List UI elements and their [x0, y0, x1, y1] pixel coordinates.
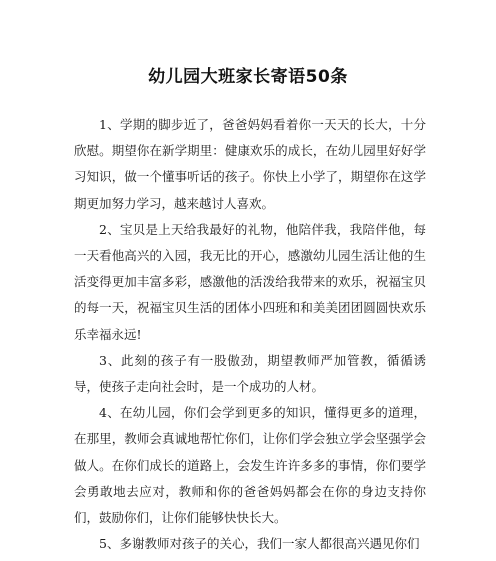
paragraph-1: 1、学期的脚步近了，爸爸妈妈看着你一天天的长大，十分欣慰。期望你在新学期里：健康欢乐的成长，在幼儿园里好好学习知识，做一个懂事听话的孩子。你快上小学了，期望你在这学期更加努力学习，越来越讨人喜欢。	[74, 117, 426, 211]
paragraph-3: 3、此刻的孩子有一股傲劲，期望教师严加管教，循循诱导，使孩子走向社会时，是一个成功的人材。	[74, 352, 426, 395]
paragraph-4: 4、在幼儿园，你们会学到更多的知识，懂得更多的道理，在那里，教师会真诚地帮忙你们，让你们学会独立学会坚强学会做人。在你们成长的道路上，会发生许许多多的事情，你们要学会勇敢地去应对，教师和你的爸爸妈妈都会在你的身边支持你们，鼓励你们，让你们能够快快长大。	[74, 405, 426, 526]
paragraph-2: 2、宝贝是上天给我最好的礼物，他陪伴我，我陪伴他，每一天看他高兴的入园，我无比的开心，感激幼儿园生活让他的生活变得更加丰富多彩，感激他的活泼给我带来的欢乐，祝福宝贝的每一天，祝福宝贝生活的团体小四班和和美美团团圆圆快欢乐乐幸福永远!	[74, 221, 426, 342]
document-title: 幼儿园大班家长寄语50条	[148, 67, 348, 87]
document-body	[74, 112, 426, 557]
paragraph-5: 5、多谢教师对孩子的关心，我们一家人都很高兴遇见你们	[99, 536, 420, 552]
